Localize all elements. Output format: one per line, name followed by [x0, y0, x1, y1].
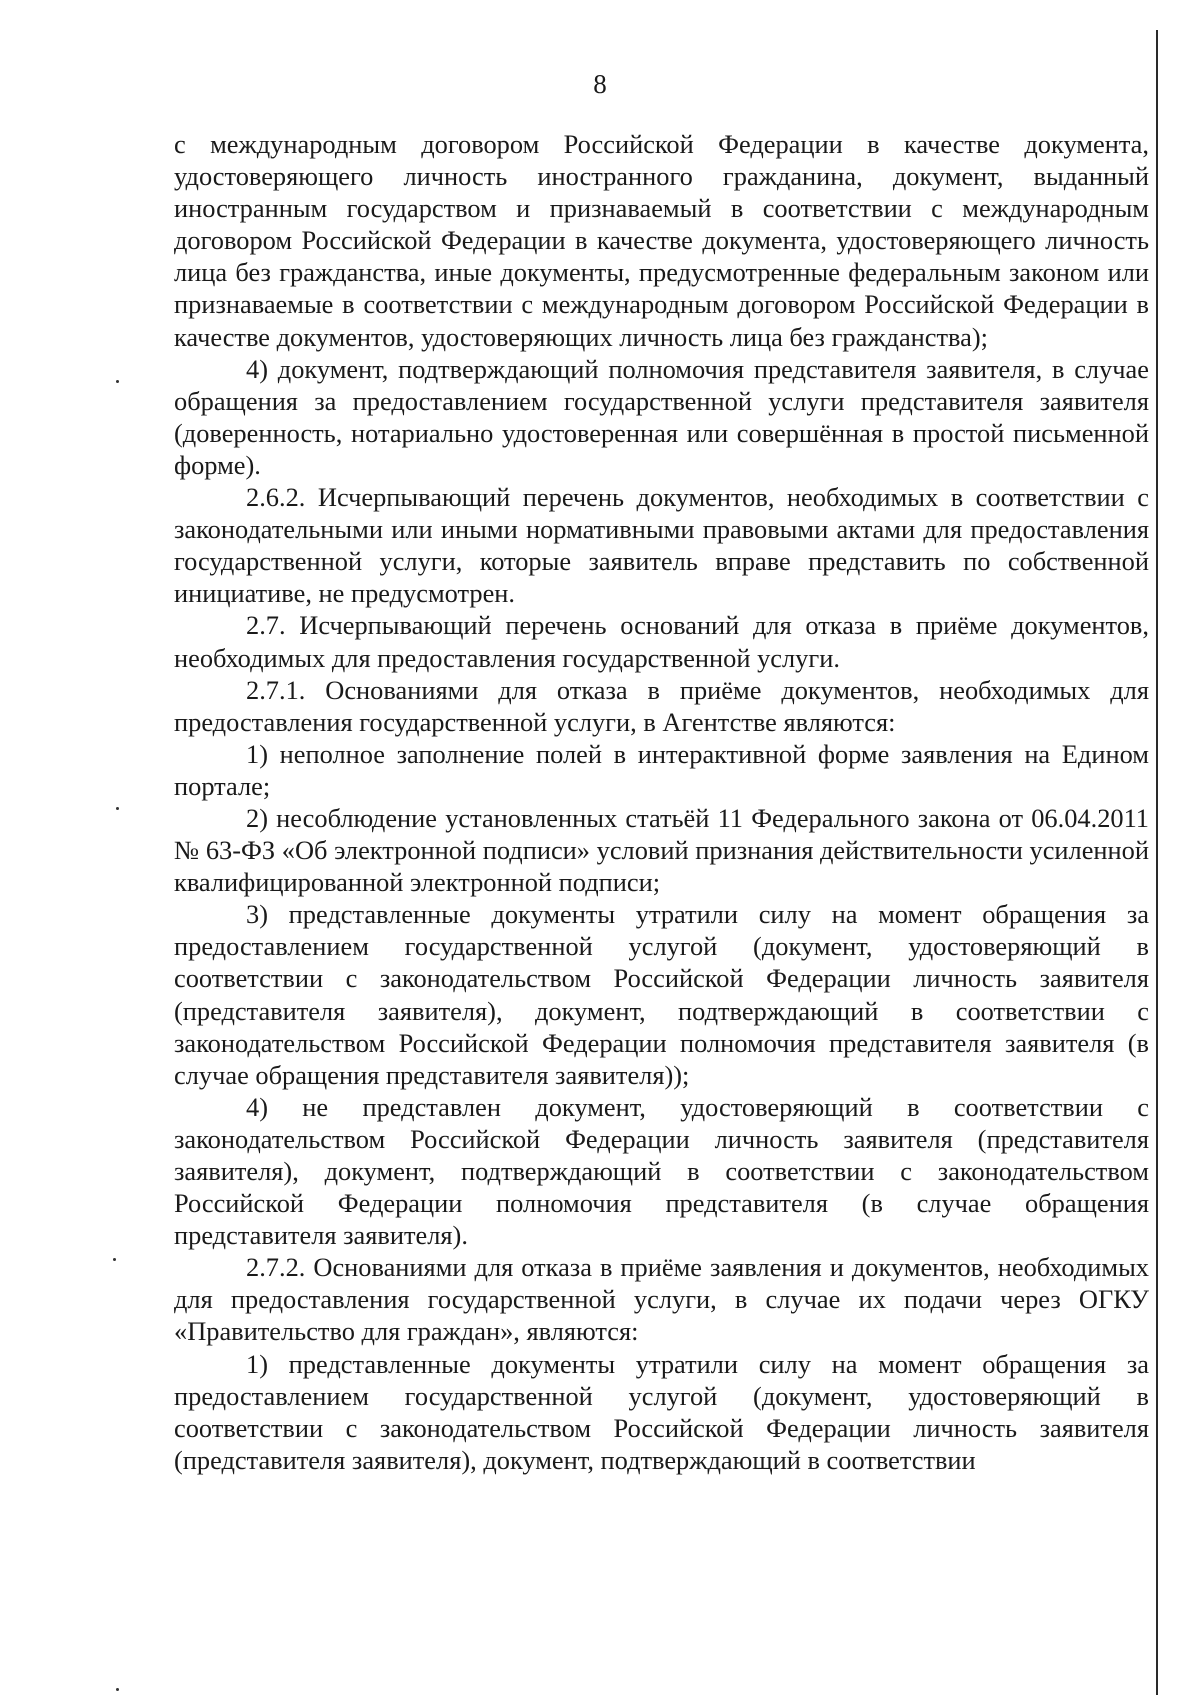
- paragraph-2-6-2: 2.6.2. Исчерпывающий перечень документов, необходимых в соответствии с законодательными или иными нормативными правовыми актами для предоставления государственной услуги, которые заявитель вправе представить по собственной инициативе, не предусмотрен.: [174, 482, 1149, 609]
- paragraph-2-7-2: 2.7.2. Основаниями для отказа в приёме заявления и документов, необходимых для предоставления государственной услуги, в случае их подачи через ОГКУ «Правительство для граждан», являются:: [174, 1252, 1149, 1347]
- paragraph-2-7-2-item-1: 1) представленные документы утратили силу на момент обращения за предоставлением государственной услугой (документ, удостоверяющий в соответствии с законодательством Российской Федерации личность заявителя (представителя заявителя), документ, подтверждающий в соответствии: [174, 1348, 1149, 1475]
- paragraph-2-7-1: 2.7.1. Основаниями для отказа в приёме документов, необходимых для предоставления государственной услуги, в Агентстве являются:: [174, 674, 1149, 737]
- page-number: 8: [593, 69, 607, 99]
- paragraph-2-7-1-item-1: 1) неполное заполнение полей в интерактивной форме заявления на Едином портале;: [174, 738, 1149, 801]
- paragraph-continuation: с международным договором Российской Федерации в качестве документа, удостоверяющего личность иностранного гражданина, документ, выданный иностранным государством и признаваемый в соответствии с международным договором Российской Федерации в качестве документа, удостоверяющего личность лица без гражданства, иные документы, предусмотренные федеральным законом или признаваемые в соответствии с международным договором Российской Федерации в качестве документов, удостоверяющих личность лица без гражданства);: [174, 129, 1149, 352]
- paragraph-2-7: 2.7. Исчерпывающий перечень оснований для отказа в приёме документов, необходимых для предоставления государственной услуги.: [174, 610, 1149, 673]
- scan-speck: [116, 380, 119, 383]
- document-body: [174, 128, 1149, 1476]
- scan-speck: [116, 1688, 119, 1691]
- scan-edge-line: [1156, 30, 1158, 1695]
- paragraph-2-7-1-item-2: 2) несоблюдение установленных статьёй 11 Федерального закона от 06.04.2011 № 63-ФЗ «Об электронной подписи» условий признания действительности усиленной квалифицированной электронной подписи;: [174, 802, 1149, 898]
- paragraph-2-7-1-item-3: 3) представленные документы утратили силу на момент обращения за предоставлением государственной услугой (документ, удостоверяющий в соответствии с законодательством Российской Федерации личность заявителя (представителя заявителя), документ, подтверждающий в соответствии с законодательством Российской Федерации полномочия представителя заявителя (в случае обращения представителя заявителя));: [174, 899, 1149, 1090]
- paragraph-item-4-representative: 4) документ, подтверждающий полномочия представителя заявителя, в случае обращения за предоставлением государственной услуги представителя заявителя (доверенность, нотариально удостоверенная или совершённая в простой письменной форме).: [174, 353, 1149, 480]
- paragraph-2-7-1-item-4: 4) не представлен документ, удостоверяющий в соответствии с законодательством Российской Федерации личность заявителя (представителя заявителя), документ, подтверждающий в соответствии с законодательством Российской Федерации полномочия представителя (в случае обращения представителя заявителя).: [174, 1091, 1149, 1251]
- scan-speck: [113, 1258, 116, 1261]
- scan-speck: [116, 807, 119, 810]
